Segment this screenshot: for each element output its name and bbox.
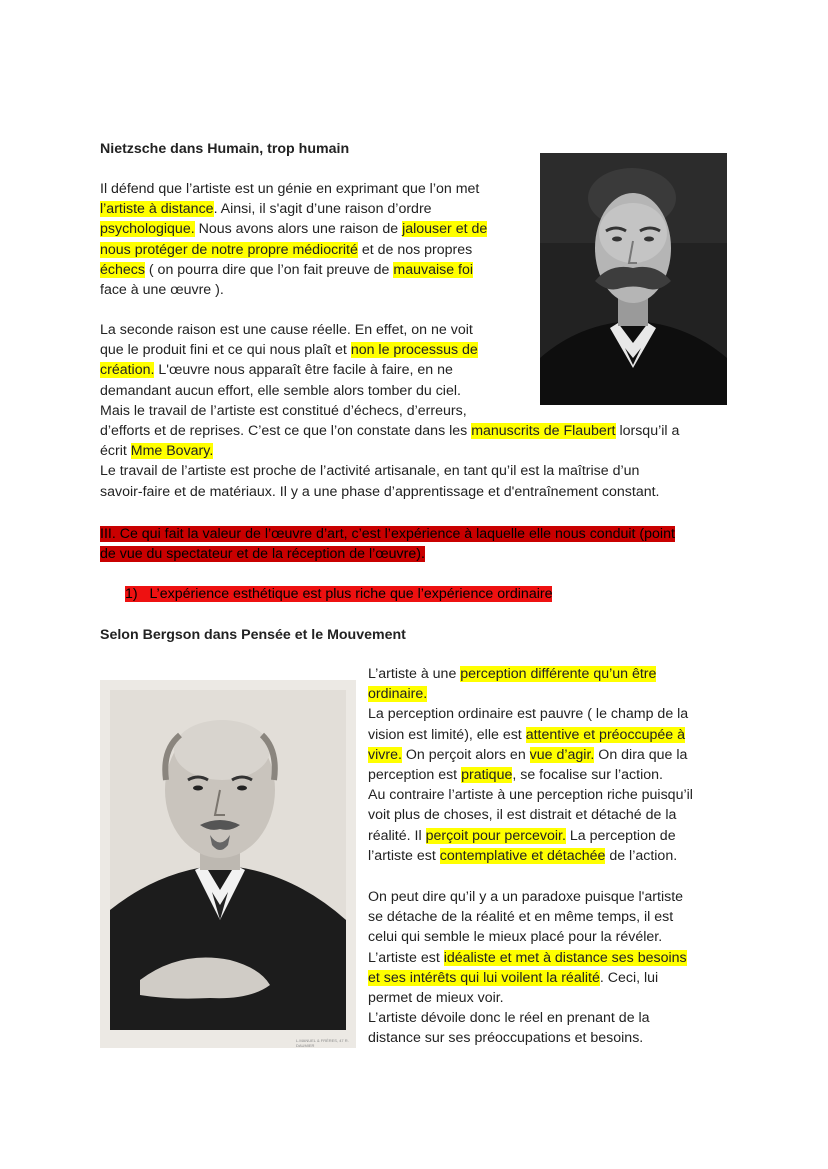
text-segment: voit plus de choses, il est distrait et détaché de la xyxy=(368,807,677,824)
highlighted-text: échecs xyxy=(100,261,145,278)
highlighted-text: pratique xyxy=(461,767,513,783)
nietzsche-p2-line xyxy=(100,421,679,441)
text-segment: . Ainsi, il s'agit d’une raison d’ordre xyxy=(213,201,432,218)
highlighted-text: vivre. xyxy=(368,746,402,763)
highlighted-text: ordinaire. xyxy=(368,686,428,703)
highlighted-text: mauvaise foi xyxy=(393,261,474,278)
highlighted-text: contemplative et détachée xyxy=(439,847,606,864)
bergson-p1-line xyxy=(368,664,656,684)
nietzsche-p1-line xyxy=(100,280,224,300)
highlighted-text: manuscrits de Flaubert xyxy=(471,423,616,439)
text-segment: L’artiste dévoile donc le réel en prenant de la xyxy=(368,1010,650,1027)
highlighted-text: création. xyxy=(100,362,155,379)
highlighted-text: perception différente qu’un être xyxy=(460,666,657,682)
text-segment: et de nos propres xyxy=(357,241,473,258)
bergson-portrait xyxy=(100,680,356,1048)
subsection-1-title xyxy=(125,584,552,604)
section-3-title-line-2: de vue du spectateur et de la réception de l’œuvre). xyxy=(100,546,425,562)
bergson-p2-line xyxy=(368,948,687,968)
heading-nietzsche: Nietzsche dans Humain, trop humain xyxy=(100,141,350,157)
text-segment: . Ceci, lui xyxy=(599,969,659,986)
subsection-1-text: L’expérience esthétique est plus riche que l’expérience ordinaire xyxy=(149,586,553,602)
bergson-p2-line xyxy=(368,968,658,988)
nietzsche-p1-line xyxy=(100,260,473,280)
bergson-p1-line xyxy=(368,684,427,704)
text-segment: celui qui semble le mieux placé pour la révéler. xyxy=(368,929,663,946)
text-segment: On dira que la xyxy=(594,746,688,763)
text-segment: vision est limité), elle est xyxy=(368,726,526,743)
nietzsche-p2-line xyxy=(100,441,213,461)
text-segment: ( on pourra dire que l’on fait preuve de xyxy=(144,261,394,278)
text-segment: face à une œuvre ). xyxy=(100,282,224,298)
text-segment: de l’action. xyxy=(605,847,678,864)
text-segment: L’artiste est xyxy=(368,949,444,966)
bergson-p2-line xyxy=(368,887,683,907)
nietzsche-p2-line xyxy=(100,360,453,380)
nietzsche-p1-line xyxy=(100,240,472,260)
nietzsche-p1-line xyxy=(100,199,432,219)
text-segment: La perception ordinaire est pauvre ( le champ de la xyxy=(368,706,689,723)
bergson-p1-line xyxy=(368,745,687,765)
text-segment: distance sur ses préoccupations et besoins. xyxy=(368,1030,644,1047)
nietzsche-p2-line xyxy=(100,320,473,340)
nietzsche-portrait xyxy=(540,153,727,405)
highlighted-text: Mme Bovary. xyxy=(130,443,214,460)
highlighted-text: vue d’agir. xyxy=(529,746,595,763)
bergson-p1-line xyxy=(368,704,688,724)
text-segment: On perçoit alors en xyxy=(401,746,530,763)
bergson-p1-line xyxy=(368,846,677,866)
text-segment: On peut dire qu’il y a un paradoxe puisque l'artiste xyxy=(368,889,684,905)
subsection-1-number: 1) xyxy=(125,586,138,602)
text-segment: Il défend que l’artiste est un génie en exprimant que l’on met xyxy=(100,181,480,197)
text-segment: , se focalise sur l’action. xyxy=(512,767,663,783)
text-segment: L'œuvre nous apparaît être facile à faire, en ne xyxy=(154,362,453,379)
highlighted-text: nous protéger de notre propre médiocrité xyxy=(100,241,358,258)
bergson-p2-line xyxy=(368,1028,643,1048)
nietzsche-p1-line xyxy=(100,179,479,199)
text-segment: que le produit fini et ce qui nous plaît et xyxy=(100,342,351,359)
highlighted-text: jalouser et de xyxy=(402,221,488,238)
bergson-p2-line xyxy=(368,988,504,1008)
section-3-title-line-1: III. Ce qui fait la valeur de l’œuvre d’art, c’est l’expérience à laquelle elle nous conduit (point xyxy=(100,526,675,542)
highlighted-text: non le processus de xyxy=(350,342,478,359)
nietzsche-p1-line xyxy=(100,219,487,239)
text-segment: perception est xyxy=(368,767,462,783)
nietzsche-p2-line xyxy=(100,482,660,502)
photo-credit: L.MANUEL & FRÈRES, 47 R. DAUMIER xyxy=(296,1038,349,1048)
text-segment: réalité. Il xyxy=(368,827,426,844)
text-segment: Au contraire l’artiste à une perception riche puisqu’il xyxy=(368,787,693,804)
text-segment: d’efforts et de reprises. C’est ce que l’on constate dans les xyxy=(100,423,472,439)
text-segment: savoir-faire et de matériaux. Il y a une phase d’apprentissage et d'entraînement constant. xyxy=(100,483,660,500)
highlighted-text: perçoit pour percevoir. xyxy=(425,827,566,844)
text-segment: écrit xyxy=(100,443,131,460)
text-segment: Nous avons alors une raison de xyxy=(194,221,403,238)
text-segment: permet de mieux voir. xyxy=(368,990,504,1006)
bergson-p2-line xyxy=(368,927,662,947)
highlighted-text: psychologique. xyxy=(100,221,195,238)
text-segment: Le travail de l’artiste est proche de l’activité artisanale, en tant qu’il est la maîtrise d’un xyxy=(100,463,640,480)
text-segment: Mais le travail de l’artiste est constitué d’échecs, d’erreurs, xyxy=(100,402,467,419)
text-segment: demandant aucun effort, elle semble alors tomber du ciel. xyxy=(100,382,461,399)
highlighted-text: idéaliste et met à distance ses besoins xyxy=(443,949,687,966)
heading-bergson: Selon Bergson dans Pensée et le Mouvement xyxy=(100,627,406,643)
text-segment: lorsqu’il a xyxy=(615,423,680,439)
text-segment: L’artiste à une xyxy=(368,666,461,682)
bergson-p1-line xyxy=(368,785,693,805)
text-segment: l’artiste est xyxy=(368,847,440,864)
nietzsche-p2-line xyxy=(100,461,639,481)
bergson-p2-line xyxy=(368,1008,650,1028)
text-segment: La seconde raison est une cause réelle. En effet, on ne voit xyxy=(100,322,473,338)
nietzsche-p2-line xyxy=(100,381,461,401)
highlighted-text: l’artiste à distance xyxy=(100,201,214,218)
nietzsche-p2-line xyxy=(100,340,478,360)
bergson-p1-line xyxy=(368,725,685,745)
text-segment: se détache de la réalité et en même temps, il est xyxy=(368,909,674,926)
nietzsche-p2-line xyxy=(100,401,467,421)
bergson-p1-line xyxy=(368,805,676,825)
bergson-p1-line xyxy=(368,765,663,785)
bergson-p1-line xyxy=(368,826,676,846)
bergson-p2-line xyxy=(368,907,673,927)
highlighted-text: et ses intérêts qui lui voilent la réalité xyxy=(368,969,600,986)
highlighted-text: attentive et préoccupée à xyxy=(525,726,686,743)
text-segment: La perception de xyxy=(565,827,676,844)
